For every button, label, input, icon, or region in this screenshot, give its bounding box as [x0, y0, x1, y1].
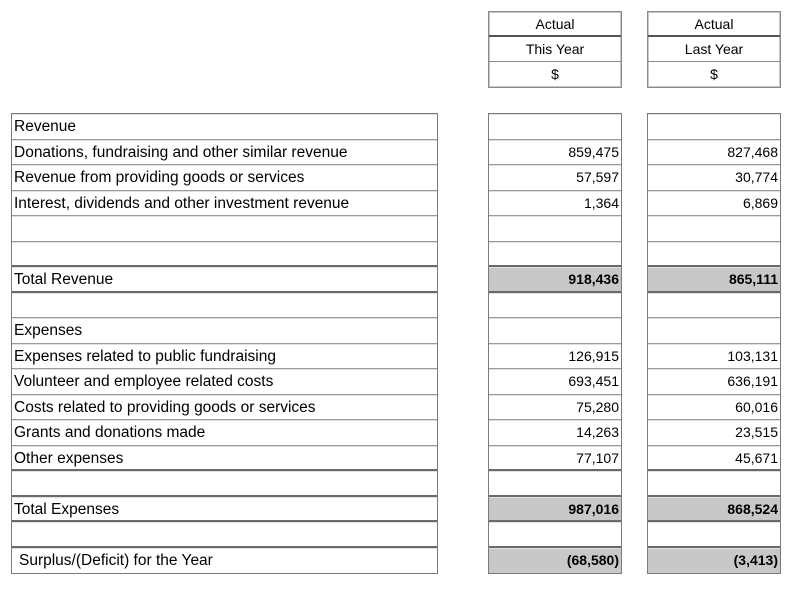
label-donations: Donations, fundraising and other similar revenue [14, 143, 348, 161]
total-revenue-last-year: 865,111 [728, 271, 778, 287]
label-grants: Grants and donations made [14, 424, 206, 441]
value: 30,774 [735, 169, 778, 185]
row-label [12, 395, 437, 421]
header-last-year-line2: Last Year [648, 37, 780, 62]
cell-this-year [489, 471, 621, 497]
row-label [12, 548, 437, 574]
label-volunteer-employee: Volunteer and employee related costs [14, 373, 274, 390]
value: 6,869 [742, 194, 778, 211]
total-expenses-this-year: 987,016 [568, 500, 619, 517]
header-this-year-line1: Actual [489, 12, 621, 37]
row-label [12, 267, 437, 293]
label-surplus-deficit: Surplus/(Deficit) for the Year [19, 551, 213, 569]
value: 77,107 [576, 449, 619, 466]
cell-this-year [489, 114, 621, 140]
cell-last-year [648, 420, 780, 446]
cell-this-year [489, 522, 621, 548]
value: 60,016 [735, 398, 778, 415]
cell-this-year [489, 191, 621, 217]
label-interest: Interest, dividends and other investment revenue [14, 194, 350, 212]
value: 23,515 [735, 424, 778, 440]
header-this-year-line2: This Year [489, 37, 621, 62]
cell-last-year [648, 114, 780, 140]
label-other-expenses: Other expenses [14, 449, 124, 467]
label-goods-services-revenue: Revenue from providing goods or services [14, 169, 305, 186]
cell-this-year-total [489, 497, 621, 523]
value: 57,597 [576, 169, 619, 185]
cell-last-year [648, 369, 780, 395]
cell-last-year [648, 293, 780, 319]
row-label [12, 140, 437, 166]
cell-this-year [489, 293, 621, 319]
cell-last-year-total [648, 267, 780, 293]
last-year-column [647, 113, 781, 574]
label-total-revenue: Total Revenue [14, 271, 114, 288]
header-last-year-line3: $ [710, 66, 718, 82]
row-label [12, 216, 437, 242]
row-label [12, 446, 437, 472]
value: 45,671 [735, 449, 778, 466]
cell-last-year [648, 191, 780, 217]
cell-this-year [489, 165, 621, 191]
cell-this-year [489, 446, 621, 472]
cell-this-year-total [489, 548, 621, 574]
cell-last-year [648, 242, 780, 268]
row-label [12, 369, 437, 395]
row-label [12, 114, 437, 140]
cell-this-year [489, 420, 621, 446]
cell-this-year [489, 216, 621, 242]
cell-last-year [648, 318, 780, 344]
cell-this-year [489, 369, 621, 395]
cell-last-year-total [648, 497, 780, 523]
row-label [12, 471, 437, 497]
row-label [12, 293, 437, 319]
cell-last-year-total [648, 548, 780, 574]
row-label [12, 191, 437, 217]
value: 14,263 [576, 424, 619, 440]
label-total-expenses: Total Expenses [14, 500, 120, 518]
surplus-this-year: (68,580) [566, 551, 619, 568]
label-goods-services-costs: Costs related to providing goods or services [14, 398, 316, 416]
row-label [12, 522, 437, 548]
row-label [12, 165, 437, 191]
cell-last-year [648, 140, 780, 166]
cell-this-year [489, 140, 621, 166]
value: 1,364 [583, 194, 619, 211]
total-expenses-last-year: 868,524 [727, 500, 778, 517]
label-revenue-heading: Revenue [14, 118, 77, 135]
row-label [12, 344, 437, 370]
row-label [12, 420, 437, 446]
cell-this-year [489, 344, 621, 370]
value: 126,915 [568, 347, 619, 364]
label-column [11, 113, 438, 574]
row-label [12, 242, 437, 268]
value: 827,468 [727, 143, 778, 160]
value: 103,131 [727, 347, 778, 364]
row-label [12, 318, 437, 344]
cell-last-year [648, 216, 780, 242]
value: 693,451 [568, 373, 619, 389]
cell-last-year [648, 344, 780, 370]
label-public-fundraising: Expenses related to public fundraising [14, 347, 276, 365]
header-this-year [488, 11, 622, 88]
surplus-last-year: (3,413) [733, 551, 778, 568]
header-this-year-line3: $ [551, 66, 559, 82]
cell-last-year [648, 395, 780, 421]
cell-last-year [648, 522, 780, 548]
cell-last-year [648, 165, 780, 191]
cell-this-year [489, 395, 621, 421]
cell-this-year [489, 318, 621, 344]
value: 859,475 [568, 143, 619, 160]
row-label [12, 497, 437, 523]
total-revenue-this-year: 918,436 [568, 271, 619, 287]
this-year-column [488, 113, 622, 574]
label-expenses-heading: Expenses [14, 322, 83, 339]
cell-last-year [648, 471, 780, 497]
header-last-year-line1: Actual [648, 12, 780, 37]
cell-this-year-total [489, 267, 621, 293]
value: 636,191 [727, 373, 778, 389]
cell-this-year [489, 242, 621, 268]
header-last-year [647, 11, 781, 88]
cell-last-year [648, 446, 780, 472]
value: 75,280 [576, 398, 619, 415]
